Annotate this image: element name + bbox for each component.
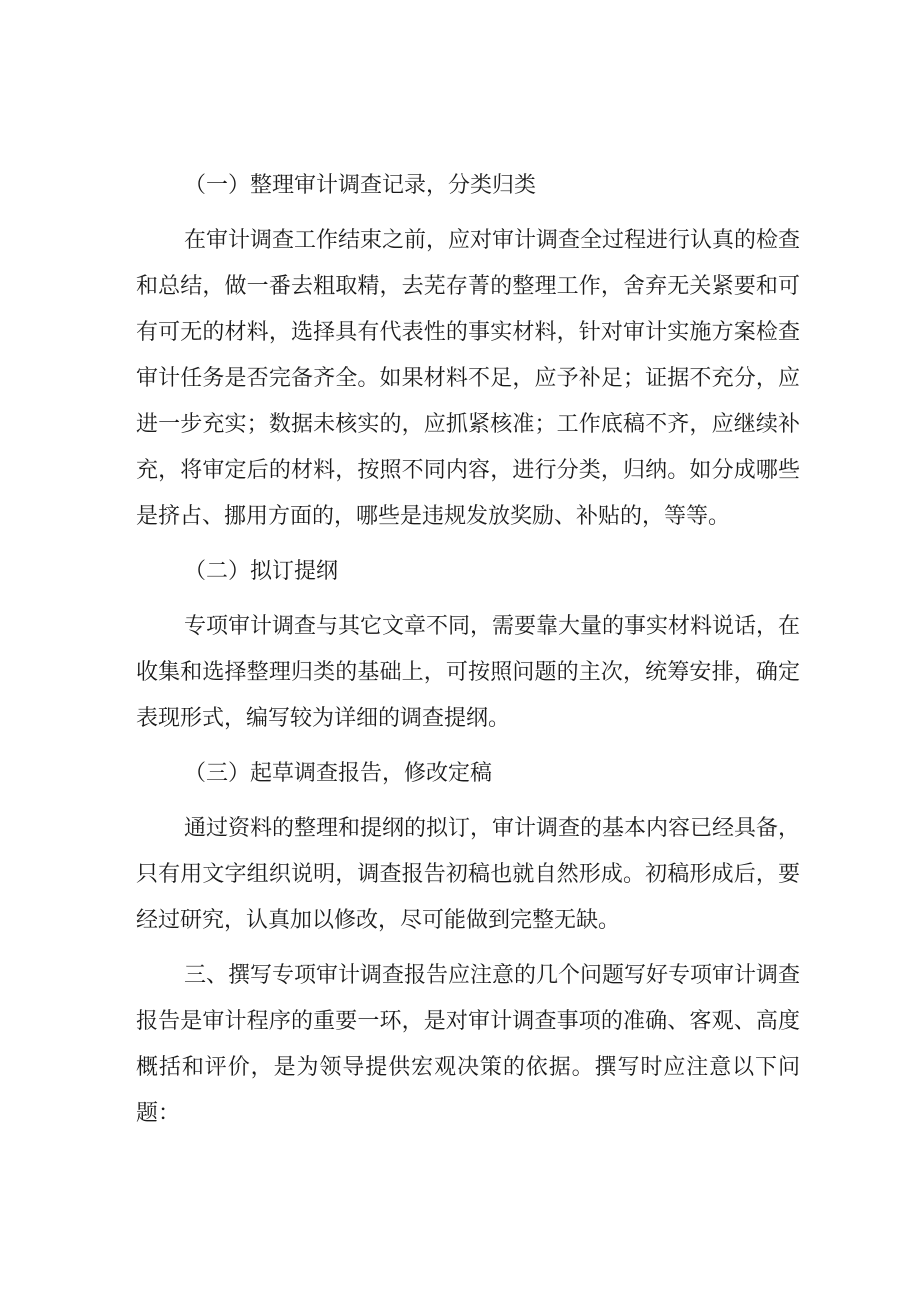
section-heading-1: （一）整理审计调查记录，分类归类 [184, 173, 537, 198]
section-paragraph-2: 专项审计调查与其它文章不同，需要靠大量的事实材料说话，在收集和选择整理归类的基础上，可按照问题的主次，统筹安排，确定表现形式，编写较为详细的调查提纲。 [136, 614, 801, 731]
section-heading-2: （二）拟订提纲 [184, 559, 339, 584]
section-paragraph-4: 三、撰写专项审计调查报告应注意的几个问题写好专项审计调查报告是审计程序的重要一环，是对审计调查事项的准确、客观、高度概括和评价，是为领导提供宏观决策的依据。撰写时应注意以下问题： [136, 963, 801, 1126]
section-heading-3: （三）起草调查报告，修改定稿 [184, 761, 493, 786]
section-paragraph-1: 在审计调查工作结束之前，应对审计调查全过程进行认真的检查和总结，做一番去粗取精，去芜存菁的整理工作，舍弃无关紧要和可有可无的材料，选择具有代表性的事实材料，针对审计实施方案检查审计任务是否完备齐全。如果材料不足，应予补足；证据不充分，应进一步充实；数据未核实的，应抓紧核准；工作底稿不齐，应继续补充，将审定后的材料，按照不同内容，进行分类，归纳。如分成哪些是挤占、挪用方面的，哪些是违规发放奖励、补贴的，等等。 [136, 228, 801, 529]
section-paragraph-3: 通过资料的整理和提纲的拟订，审计调查的基本内容已经具备，只有用文字组织说明，调查报告初稿也就自然形成。初稿形成后，要经过研究，认真加以修改，尽可能做到完整无缺。 [136, 816, 801, 933]
document-body [136, 163, 800, 1146]
